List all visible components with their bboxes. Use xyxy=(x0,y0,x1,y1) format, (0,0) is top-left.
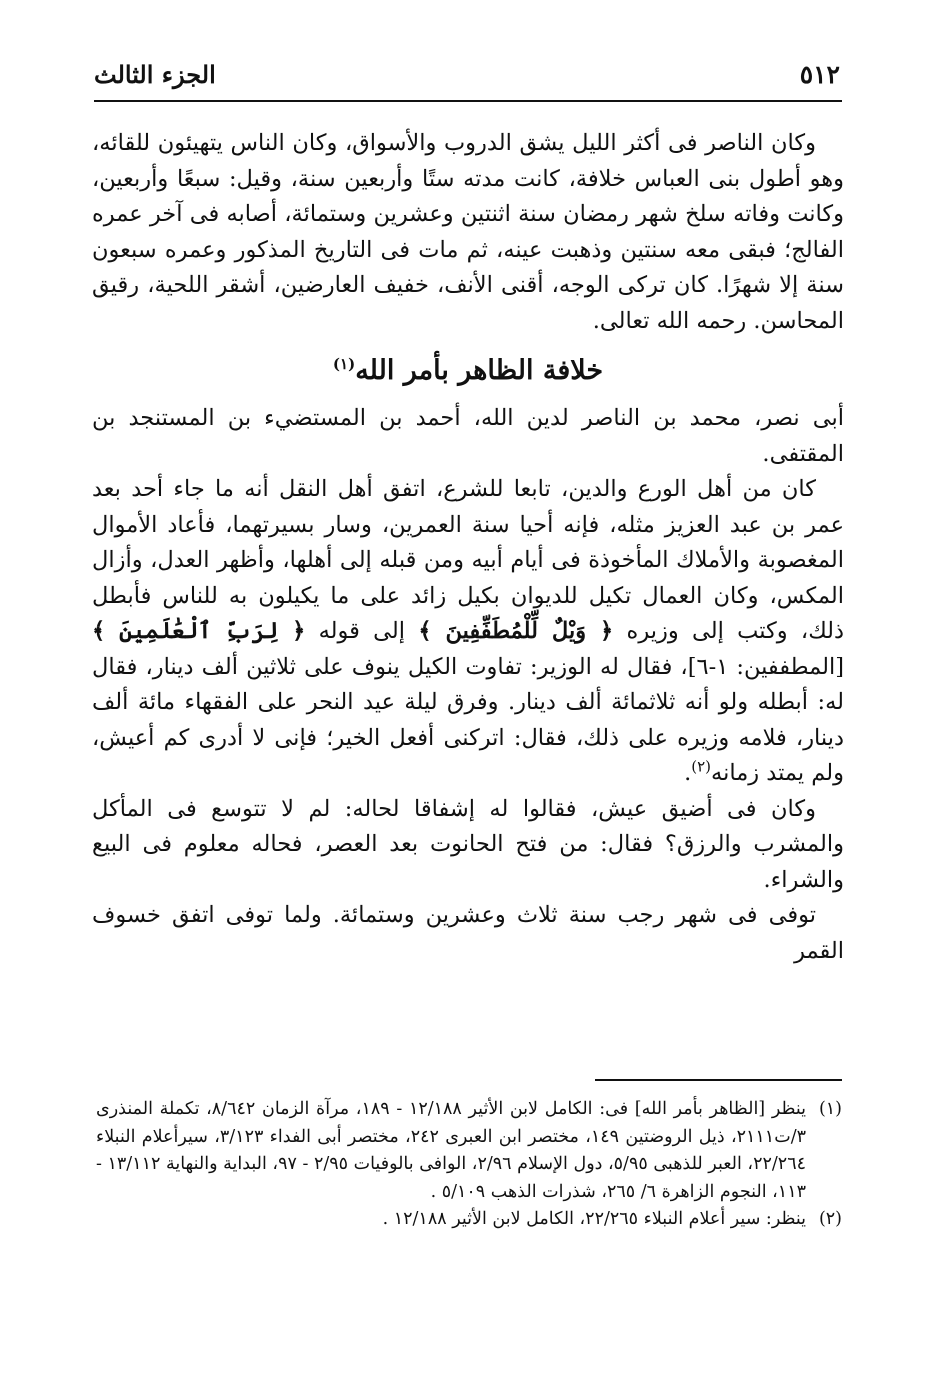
footnote-text: ينظر: سير أعلام النبلاء ٢٢/٢٦٥، الكامل لابن الأثير ١٢/١٨٨ . xyxy=(382,1209,806,1229)
footnote-ref-1: (١) xyxy=(332,355,356,373)
paragraph-1: وكان الناصر فى أكثر الليل يشق الدروب والأسواق، وكان الناس يتهيئون للقائه، وهو أطول بنى العباس خلافة، كانت مدته ستًا وأربعين سنة، وقيل: سبعًا وأربعين، وكانت وفاته سلخ شهر رمضان سنة اثنتين وعشرين وستمائة، أصابه فى آخر عمره الفالج؛ فبقى معه سنتين وذهبت عينه، ثم مات فى التاريخ المذكور وعمره سبعون سنة إلا شهرًا. كان تركى الوجه، أقنى الأنف، خفيف العارضين، أشقر اللحية، رقيق المحاسن. رحمه الله تعالى. xyxy=(92,130,844,334)
paragraph-5: توفى فى شهر رجب سنة ثلاث وعشرين وستمائة. ولما توفى اتفق خسوف القمر xyxy=(92,902,844,964)
footnote-text: ينظر [الظاهر بأمر الله] فى: الكامل لابن الأثير ١٢/١٨٨ - ١٨٩، مرآة الزمان ٨/٦٤٢، تكملة المنذرى ٣/ت٢١١١، ذيل الروضتين ١٤٩، مختصر ابن العبرى ٢٤٢، مختصر أبى الفداء ٣/١٢٣، سيرأعلام النبلاء ٢٢/٢٦٤، العبر للذهبى ٥/٩٥، دول الإسلام ٢/٩٦، الوافى بالوفيات ٢/٩٥ - ٩٧، البداية والنهاية ١٣/١١٢ - ١١٣، النجوم الزاهرة ٦/ ٢٦٥، شذرات الذهب ٥/١٠٩ . xyxy=(95,1099,806,1202)
footnote-2 xyxy=(96,1206,842,1234)
paragraph-3-part-a: كان من أهل الورع والدين، تابعا للشرع، اتفق أهل النقل أنه ما جاء أحد بعد عمر بن عبد العزيز مثله، فإنه أحيا سنة العمرين، وسار بسيرتهما، فأعاد الأموال المغصوبة والأملاك المأخوذة فى أيام أبيه ومن قبله إلى أهلها، وأظهر العدل، وأزال المكس، وكان العمال تكيل للديوان بكيل زائد على ما يكيلون به للناس فأبطل ذلك، وكتب إلى وزيره xyxy=(92,476,845,644)
footnote-ref-2: (٢) xyxy=(691,757,712,776)
footnote-number: (١) xyxy=(818,1099,842,1119)
page-header xyxy=(94,58,840,98)
main-text xyxy=(92,126,844,969)
paragraph-3-part-b: إلى قوله xyxy=(318,618,406,644)
paragraph-2: أبى نصر، محمد بن الناصر لدين الله، أحمد بن المستضيء بن المستنجد بن المقتفى. xyxy=(92,405,844,467)
footnote-number: (٢) xyxy=(818,1209,842,1229)
quran-quote-2: ﴿ لِرَبِّ ٱلْعَٰلَمِينَ ﴾ xyxy=(92,618,306,644)
footnotes xyxy=(96,1096,842,1234)
quran-quote-1: ﴿ وَيْلٌ لِّلْمُطَفِّفِينَ ﴾ xyxy=(418,618,614,644)
footnote-1 xyxy=(96,1096,842,1206)
footnote-separator xyxy=(595,1079,842,1081)
paragraph-3-part-c: [المطففين: ١-٦]، فقال له الوزير: تفاوت الكيل ينوف على ثلاثين ألف دينار، فقال له: أبطله ولو أنه ثلاثمائة ألف دينار. وفرق ليلة عيد النحر على الفقهاء مائة ألف دينار، فلامه وزيره على ذلك، فقال: اتركنى أفعل الخير؛ فإنى لا أدرى كم أعيش، ولم يمتد زمانه xyxy=(92,653,844,786)
paragraph-4: وكان فى أضيق عيش، فقالوا له إشفاقا لحاله: لم لا تتوسع فى المأكل والمشرب والرزق؟ فقال: من فتح الحانوت بعد العصر، فحاله معلوم فى البيع والشراء. xyxy=(92,795,844,893)
paragraph-3-end: . xyxy=(684,760,692,786)
header-rule xyxy=(94,100,842,102)
paragraph-3 xyxy=(92,472,844,792)
page-number: ٥١٢ xyxy=(799,60,840,89)
section-title-text: خلافة الظاهر بأمر الله xyxy=(355,355,604,386)
running-title: الجزء الثالث xyxy=(94,60,216,89)
section-title xyxy=(92,349,844,393)
